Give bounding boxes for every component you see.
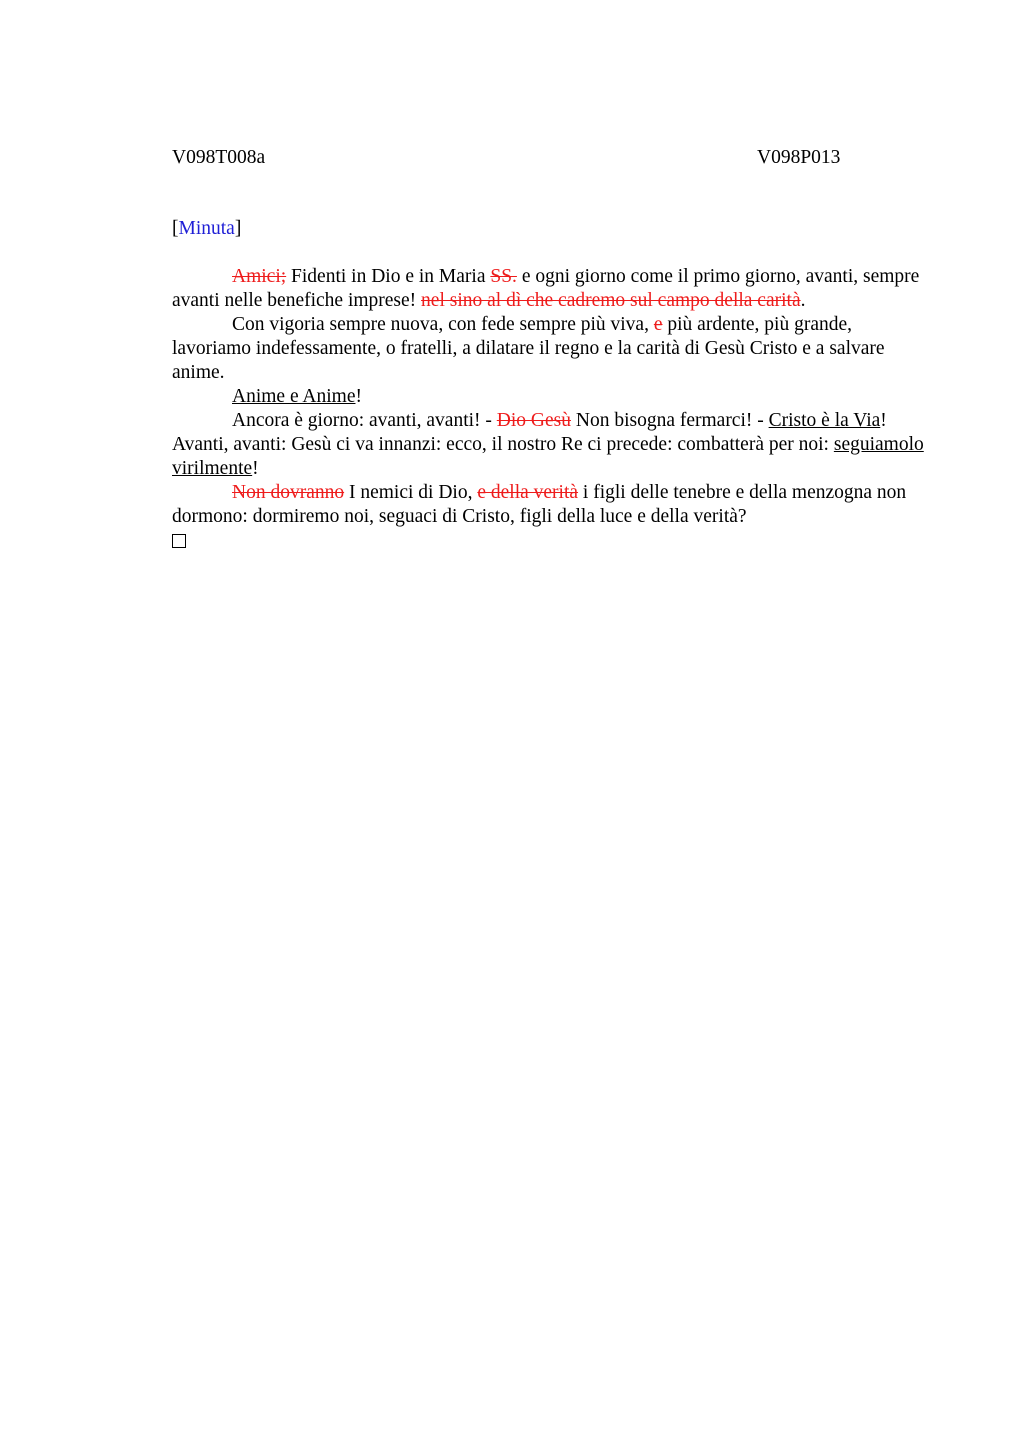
deleted-text: e della verità	[477, 482, 579, 503]
paragraph	[172, 385, 932, 409]
document-body	[172, 265, 932, 555]
text-segment: !	[252, 458, 259, 479]
text-segment: !	[355, 386, 362, 407]
text-segment: più ardente, più grande, lavoriamo indefessamente, o fratelli, a dilatare il regno e la carità di Gesù Cristo e a salvare anime.	[172, 314, 885, 383]
deleted-text: e	[653, 314, 663, 335]
text-segment: Non bisogna fermarci! -	[570, 410, 769, 431]
section-label	[172, 217, 241, 241]
deleted-text: Dio Gesù	[496, 410, 571, 431]
text-segment: i figli delle tenebre e della menzogna non dormono: dormiremo noi, seguaci di Cristo, figli della luce e della verità?	[172, 482, 907, 527]
document-code: V098T008a	[172, 147, 266, 168]
text-segment: .	[800, 290, 806, 311]
deleted-text: nel sino al dì che cadremo sul campo della carità	[421, 290, 801, 311]
text-segment: ! Avanti, avanti: Gesù ci va innanzi: ecco, il nostro Re ci precede: combatterà per noi:	[172, 410, 887, 455]
paragraph-list	[172, 265, 932, 529]
end-marker	[172, 529, 932, 555]
text-segment: Ancora è giorno: avanti, avanti! -	[232, 410, 497, 431]
underlined-text: Anime e Anime	[232, 386, 356, 407]
paragraph	[172, 481, 932, 529]
open-bracket: [	[172, 218, 179, 239]
empty-square-icon	[172, 534, 186, 548]
underlined-text: Cristo è la Via	[768, 410, 881, 431]
text-segment: e ogni giorno come il primo giorno, avanti, sempre avanti nelle benefiche imprese!	[172, 266, 920, 311]
close-bracket: ]	[234, 218, 242, 239]
deleted-text: Non dovranno	[232, 482, 345, 503]
paragraph	[172, 265, 932, 313]
deleted-text: Amici;	[232, 266, 287, 287]
text-segment: I nemici di Dio,	[344, 482, 478, 503]
paragraph	[172, 409, 932, 481]
page-code: V098P013	[757, 147, 841, 168]
text-segment: Fidenti in Dio e in Maria	[286, 266, 491, 287]
paragraph	[172, 313, 932, 385]
deleted-text: SS.	[490, 266, 517, 287]
underlined-text: seguiamolo virilmente	[172, 434, 924, 479]
text-segment: Con vigoria sempre nuova, con fede sempre più viva,	[232, 314, 654, 335]
section-label-text: Minuta	[178, 218, 235, 239]
